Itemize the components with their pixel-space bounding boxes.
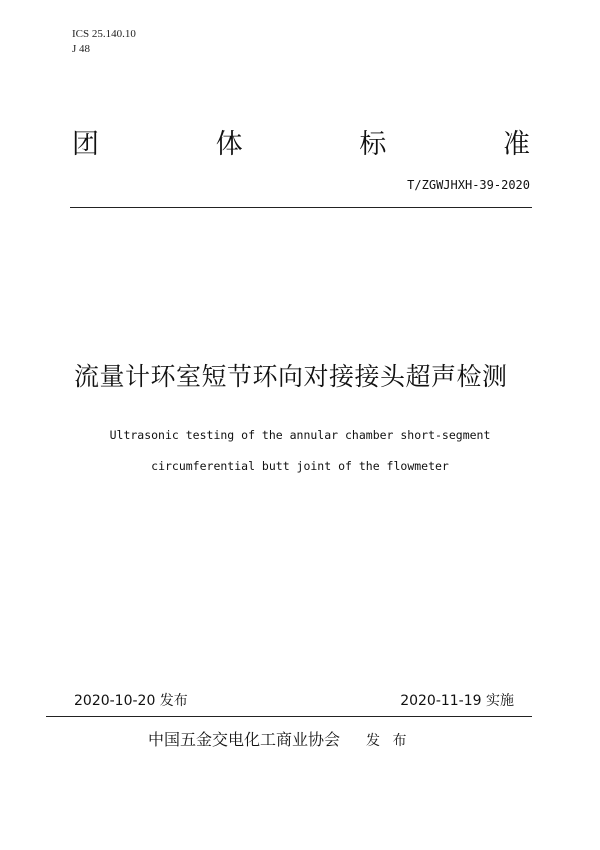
- publish-label: 发 布: [366, 733, 411, 749]
- english-title-line-2: circumferential butt joint of the flowmeter: [151, 459, 449, 473]
- bottom-divider: [46, 716, 532, 717]
- ics-code: ICS 25.140.10: [72, 28, 136, 40]
- document-type-heading: [72, 128, 530, 162]
- standard-number: T/ZGWJHXH-39-2020: [407, 178, 530, 192]
- doc-type-char-4: 准: [502, 129, 530, 160]
- chinese-title: 流量计环室短节环向对接接头超声检测: [74, 362, 508, 391]
- issue-date: 2020-10-20 发布: [74, 693, 188, 709]
- english-title-line-1: Ultrasonic testing of the annular chamber short-segment: [109, 428, 491, 442]
- doc-type-char-2: 体: [215, 129, 243, 160]
- doc-type-char-3: 标: [359, 129, 387, 160]
- top-divider: [70, 207, 532, 208]
- publisher-name: 中国五金交电化工商业协会: [148, 730, 341, 749]
- publisher: [148, 729, 410, 752]
- ccs-code: J 48: [72, 43, 91, 55]
- implementation-date: 2020-11-19 实施: [400, 693, 514, 709]
- doc-type-char-1: 团: [72, 129, 99, 160]
